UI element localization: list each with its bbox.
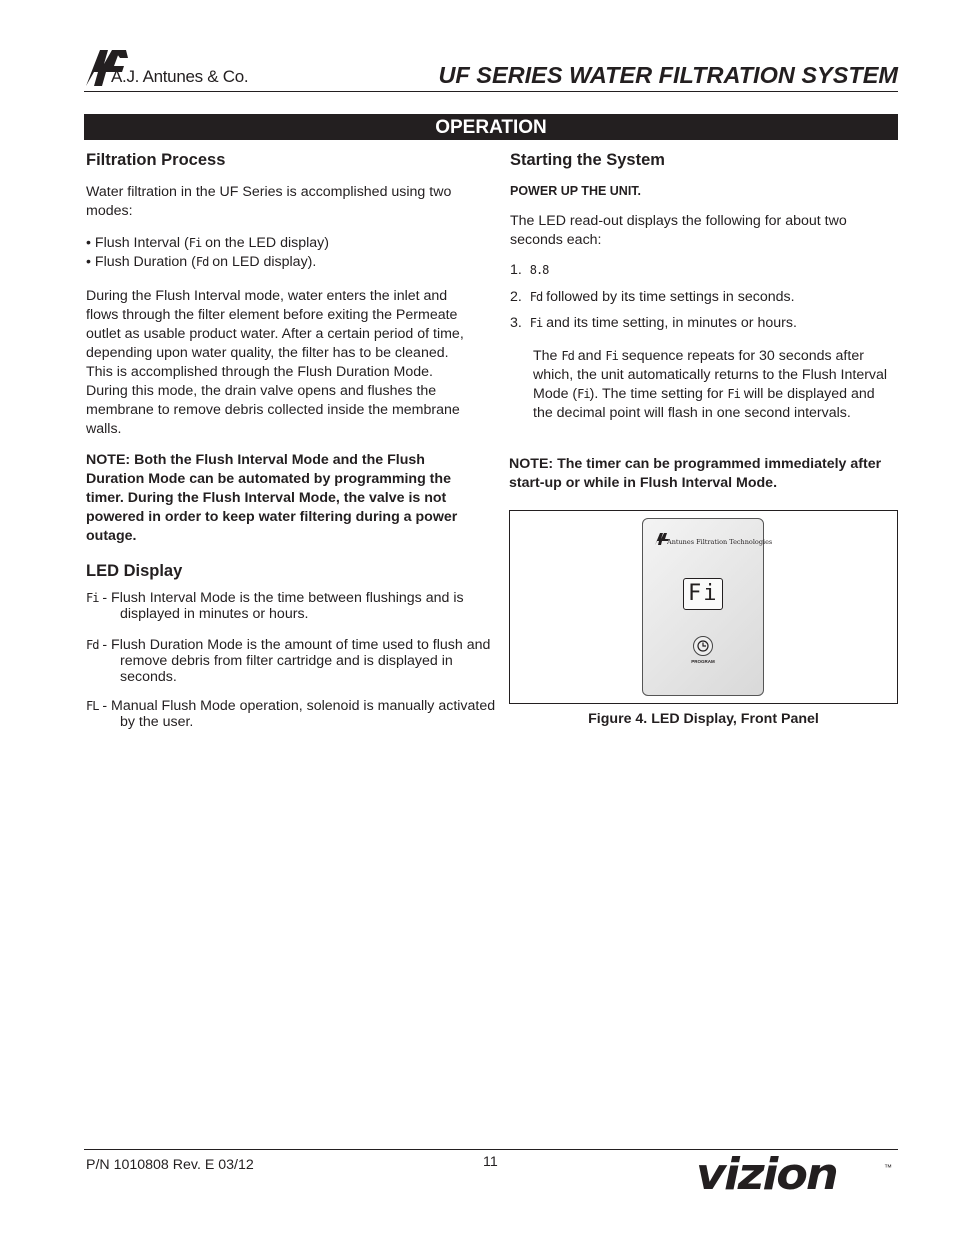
filtration-note: NOTE: Both the Flush Interval Mode and the Flush Duration Mode can be automated by programming the timer. During the Flush Interval Mode, the valve is not powered in order to keep water filtering during a power outage. [86,452,458,544]
section-bar [84,114,898,140]
readout-intro: The LED read-out displays the following for about two seconds each: [510,213,847,248]
figure-caption: Figure 4. LED Display, Front Panel [588,711,819,727]
filtration-heading: Filtration Process [86,151,226,169]
page-number: 11 [483,1154,498,1170]
front-panel [642,518,773,696]
timer-note: NOTE: The timer can be programmed immediately after start-up or while in Flush Interval Mode. [509,456,882,491]
step-2: 2. Fd followed by its time settings in seconds. [510,289,795,305]
bullet-flush-interval: • Flush Interval (Fi on the LED display) [86,235,329,251]
sequence-paragraph: The Fd and Fi sequence repeats for 30 seconds after which, the unit automatically returns to the Flush Interval Mode (Fi). The time setting for Fi will be displayed and the decimal point will flash in one second intervals. [533,348,888,421]
part-number: P/N 1010808 Rev. E 03/12 [86,1157,254,1173]
power-up-subheading: POWER UP THE UNIT. [510,184,642,198]
program-button-label: PROGRAM [691,659,715,664]
mode-bullets [86,234,472,272]
bullet-flush-duration: • Flush Duration (Fd on LED display). [86,254,317,270]
led-item-fi: Fi - Flush Interval Mode is the time between flushings and is displayed in minutes or hours. [86,590,464,622]
step-3: 3. Fi and its time setting, in minutes or hours. [510,315,797,331]
panel-brand: Antunes Filtration Technologies [667,538,773,546]
clock-icon [697,640,709,652]
starting-system-heading: Starting the System [510,151,665,169]
led-readout [683,578,723,610]
led-item-fl: FL - Manual Flush Mode operation, solenoid is manually activated by the user. [86,698,496,730]
led-display-heading: LED Display [86,562,183,580]
led-readout-value: Fi [688,581,719,606]
filtration-paragraph: During the Flush Interval mode, water enters the inlet and flows through the filter element before exiting the Permeate outlet as usable product water. After a certain period of time, depending upon water quality, the filter has to be cleaned. This is accomplished through the Flush Duration Mode. During this mode, the drain valve opens and flushes the membrane to remove debris collected inside the membrane walls. [86,288,464,437]
figure-frame [509,510,898,704]
program-button[interactable] [693,636,713,656]
logo-text: A.J. Antunes & Co. [111,67,249,86]
header-rule [84,91,898,92]
section-title: OPERATION [435,117,547,138]
trademark: ™ [884,1163,892,1172]
step-1: 1. 8.8 [510,262,549,278]
company-logo [84,46,254,90]
filtration-intro: Water filtration in the UF Series is accomplished using two modes: [86,184,452,219]
document-title: UF SERIES WATER FILTRATION SYSTEM [438,62,898,88]
vizion-logo [696,1149,896,1205]
led-item-fd: Fd - Flush Duration Mode is the amount of time used to flush and remove debris from filter cartridge and is displayed in seconds. [86,637,491,685]
vizion-wordmark: vizion [696,1149,837,1200]
